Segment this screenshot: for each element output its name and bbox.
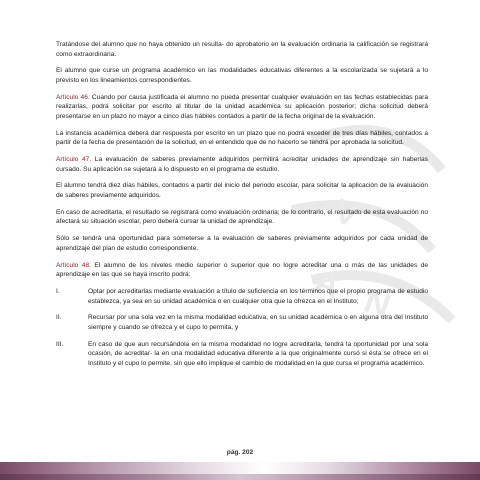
paragraph: El alumno que curse un programa académico en las modalidades educativas diferentes a la escolarizada se sujetará a lo previsto en los lineamientos correspondientes. bbox=[56, 67, 428, 84]
paragraph: Sólo se tendrá una oportunidad para someterse a la evaluación de saberes previamente adquiridos por cada unidad de aprendizaje del plan de estudio correspondiente. bbox=[56, 235, 428, 252]
article-text: La evaluación de saberes previamente adquiridos permitirá acreditar unidades de aprendizaje sin haberlas cursado. Su aplicación se sujetará a lo dispuesto en el programa de estudio. bbox=[56, 156, 428, 173]
svg-text:N: N bbox=[359, 281, 396, 326]
footer-band bbox=[0, 462, 480, 480]
document-body bbox=[56, 40, 428, 376]
list-item-number: II. bbox=[56, 314, 62, 322]
page-number: pág. 202 bbox=[226, 449, 254, 456]
list-item-number: I. bbox=[56, 287, 60, 295]
paragraph: La instancia académica deberá dar respuesta por escrito en un plazo que no podrá exceder de tres días hábiles, contados a partir de la fecha de presentación de la solicitud, en el entendido que de no hacerlo se tendrá por aprobada la solicitud. bbox=[56, 129, 428, 147]
list-item-text: Recursar por una sola vez en la misma modalidad educativa, en su unidad académica o en alguna otra del Instituto siempre y cuando se ofrezca y el cupo lo permita, y bbox=[88, 314, 428, 331]
list-item bbox=[56, 340, 428, 369]
svg-text:V: V bbox=[329, 191, 364, 236]
paragraph: El alumno tendrá diez días hábiles, contados a partir del inicio del periodo escolar, para solicitar la aplicación de la evaluación de saberes previamente adquiridos. bbox=[56, 182, 428, 200]
article-48 bbox=[56, 261, 428, 280]
list-item-text: Optar por acreditarlas mediante evaluación a título de suficiencia en los términos que el propio programa de estudio establezca, ya sea en su unidad académica o en cualquier otra que la ofrezca en el Instituto; bbox=[88, 287, 428, 305]
list-item bbox=[56, 287, 428, 306]
list-item-text: En caso de que aun recursándola en la misma modalidad no logre acreditarla, tendrá la oportunidad por una sola ocasión, de acreditar- la en una modalidad educativa diferente a la que originalmente cursó si ésta se ofrece en el Instituto y el cupo lo permite, sin que ello implique el cambio de modalidad en la que cursa el programa académico. bbox=[88, 340, 428, 367]
article-text: El alumno de los niveles medio superior o superior que no logre acreditar una o más de las unidades de aprendizaje en las que se haya inscrito podrá: bbox=[56, 261, 429, 279]
article-label: Artículo 46. bbox=[56, 93, 90, 101]
article-text: Cuando por causa justificada el alumno no pueda presentar cualquier evaluación en las fechas establecidas para realizarlas, podrá solicitar por escrito al titular de la unidad académica su aplicación posterior; dicha solicitud deberá presentarse en un plazo no mayor a cinco días hábiles contados a partir de la fecha original de la evaluación. bbox=[56, 93, 428, 120]
paragraph: En caso de acreditarla, el resultado se registrará como evaluación ordinaria; de lo contrario, el resultado de esta evaluación no afectará su situación escolar, pero deberá cursar la unidad de aprendizaje. bbox=[56, 208, 428, 226]
list-item-number: III. bbox=[56, 340, 64, 348]
paragraph: Tratándose del alumno que no haya obtenido un resulta- do aprobatorio en la evaluación ordinaria la calificación se registrará como extraordinaria. bbox=[56, 41, 428, 58]
article-label: Artículo 47. bbox=[56, 156, 92, 164]
article-label: Artículo 48. bbox=[56, 261, 91, 269]
svg-text:A: A bbox=[309, 261, 346, 306]
article-47 bbox=[56, 155, 428, 174]
article-46 bbox=[56, 93, 428, 122]
list-item bbox=[56, 313, 428, 332]
